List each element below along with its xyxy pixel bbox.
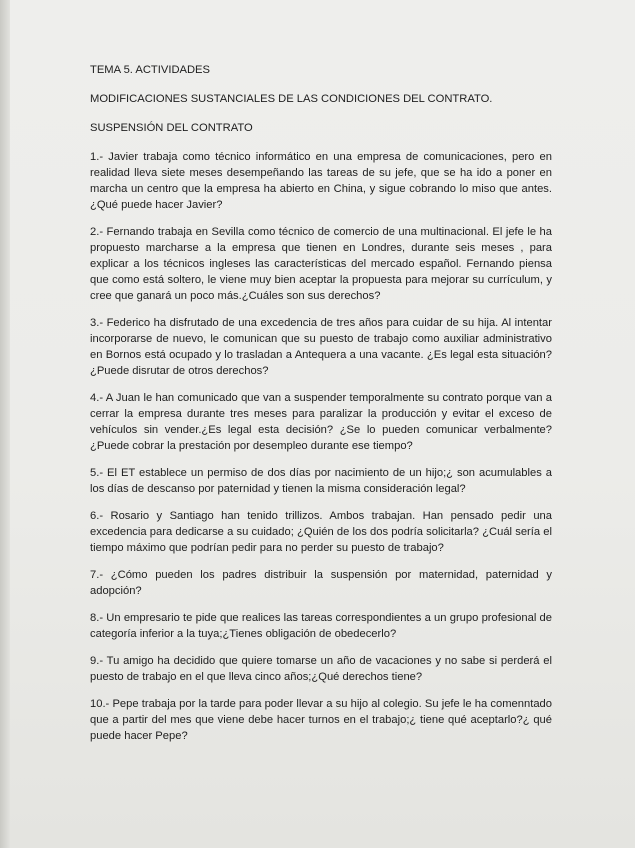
section-heading: SUSPENSIÓN DEL CONTRATO xyxy=(90,122,253,134)
question-4: 4.- A Juan le han comunicado que van a suspender temporalmente su contrato porque van a cerrar la empresa durante tres meses para paralizar la producción y evitar el exceso de vehículos sin vender.¿Es legal esta decisión? ¿Se lo pueden comunicar verbalmente?¿Puede cobrar la prestación por desempleo durante ese tiempo? xyxy=(90,392,552,452)
question-8: 8.- Un empresario te pide que realices las tareas correspondientes a un grupo profesional de categoría inferior a la tuya;¿Tienes obligación de obedecerlo? xyxy=(90,612,552,640)
question-3: 3.- Federico ha disfrutado de una excedencia de tres años para cuidar de su hija. Al intentar incorporarse de nuevo, le comunican que su puesto de trabajo como auxiliar administrativo en Bornos está ocupado y lo trasladan a Antequera a una vacante. ¿Es legal esta situación?¿Puede disrutar de otros derechos? xyxy=(90,317,552,377)
question-5: 5.- El ET establece un permiso de dos días por nacimiento de un hijo;¿ son acumulables a los días de descanso por paternidad y tienen la misma consideración legal? xyxy=(90,467,552,495)
question-10: 10.- Pepe trabaja por la tarde para poder llevar a su hijo al colegio. Su jefe le ha comenntado que a partir del mes que viene debe hacer turnos en el trabajo;¿ tiene qué aceptarlo?¿ qué puede hacer Pepe? xyxy=(90,698,552,742)
question-7: 7.- ¿Cómo pueden los padres distribuir la suspensión por maternidad, paternidad y adopción? xyxy=(90,569,552,597)
document-title: MODIFICACIONES SUSTANCIALES DE LAS CONDICIONES DEL CONTRATO. xyxy=(90,93,493,105)
topic-heading: TEMA 5. ACTIVIDADES xyxy=(90,64,210,76)
question-2: 2.- Fernando trabaja en Sevilla como técnico de comercio de una multinacional. El jefe le ha propuesto marcharse a la empresa que tienen en Londres, durante seis meses , para explicar a los técnicos ingleses las características del mercado español. Fernando piensa que como está soltero, le viene muy bien aceptar la propuesta para mejorar su currículum, y cree que ganará un poco más.¿Cuáles son sus derechos? xyxy=(90,226,552,302)
page-edge-shadow xyxy=(0,0,10,848)
question-1: 1.- Javier trabaja como técnico informático en una empresa de comunicaciones, pero en realidad lleva siete meses desempeñando las tareas de su jefe, que se ha ido a poner en marcha un centro que la empresa ha abierto en China, y sigue cobrando lo miso que antes. ¿Qué puede hacer Javier? xyxy=(90,151,552,211)
document-content xyxy=(90,62,552,755)
question-6: 6.- Rosario y Santiago han tenido trillizos. Ambos trabajan. Han pensado pedir una excedencia para dedicarse a su cuidado; ¿Quién de los dos podría solicitarla? ¿Cuál sería el tiempo máximo que podrían pedir para no perder su puesto de trabajo? xyxy=(90,510,552,554)
question-9: 9.- Tu amigo ha decidido que quiere tomarse un año de vacaciones y no sabe si perderá el puesto de trabajo en el que lleva cinco años;¿Qué derechos tiene? xyxy=(90,655,552,683)
